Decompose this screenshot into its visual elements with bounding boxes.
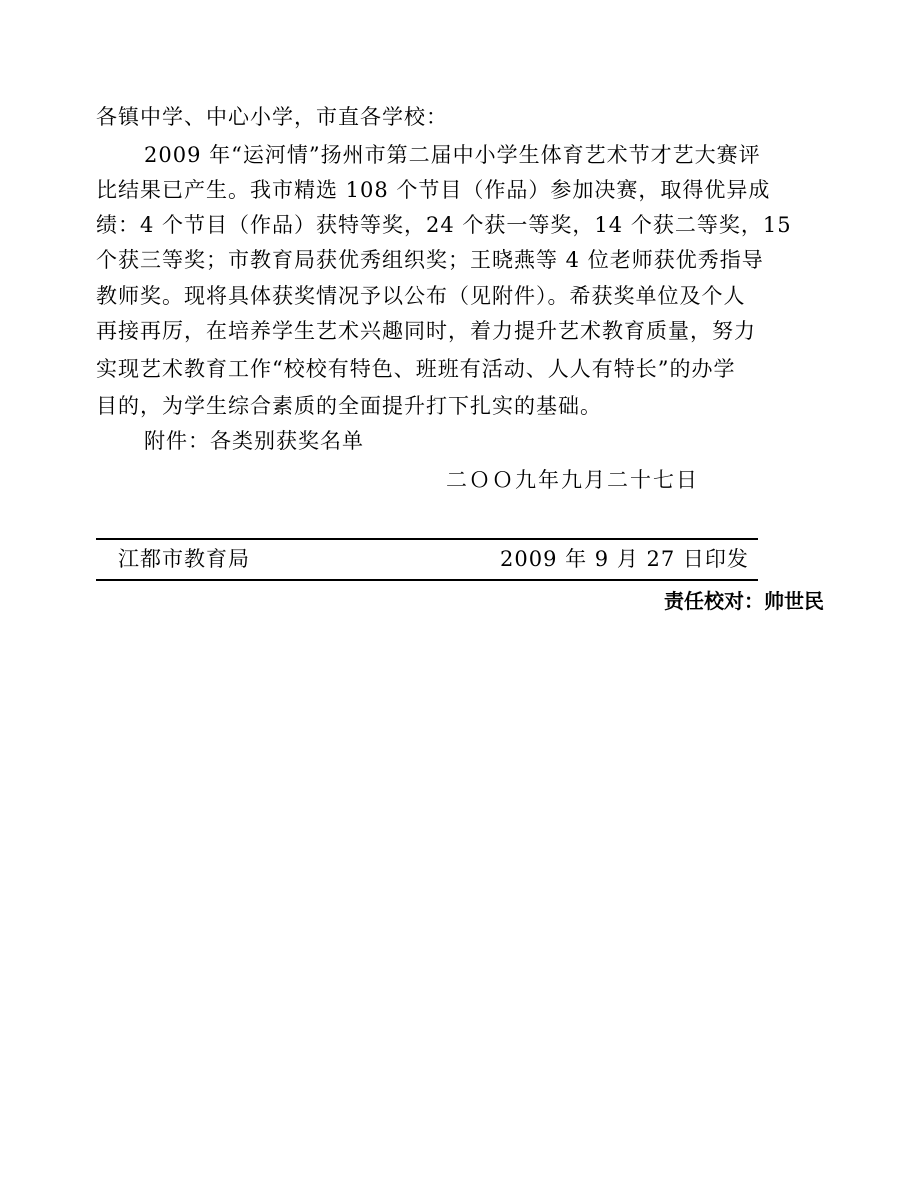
paragraph-line-6: 再接再厉，在培养学生艺术兴趣同时，着力提升艺术教育质量，努力 [96, 319, 756, 343]
issuer-name: 江都市教育局 [118, 547, 250, 571]
issue-date: 2009 年 9 月 27 日印发 [500, 547, 749, 571]
attachment-note: 附件：各类别获奖名单 [144, 429, 364, 453]
paragraph-line-8: 目的，为学生综合素质的全面提升打下扎实的基础。 [96, 394, 602, 418]
paragraph-line-7: 实现艺术教育工作“校校有特色、班班有活动、人人有特长”的办学 [96, 357, 736, 381]
paragraph-line-5: 教师奖。现将具体获奖情况予以公布（见附件）。希获奖单位及个人 [96, 284, 746, 308]
proofreader-credit: 责任校对：帅世民 [664, 589, 824, 613]
paragraph-line-4: 个获三等奖；市教育局获优秀组织奖；王晓燕等 4 位老师获优秀指导 [96, 248, 764, 272]
document-date: 二ＯＯ九年九月二十七日 [446, 468, 699, 492]
paragraph-line-3: 绩：4 个节目（作品）获特等奖，24 个获一等奖，14 个获二等奖，15 [96, 213, 792, 237]
footer-top-rule [96, 538, 758, 540]
paragraph-line-1: 2009 年“运河情”扬州市第二届中小学生体育艺术节才艺大赛评 [144, 143, 761, 167]
footer-bottom-rule [96, 579, 758, 581]
paragraph-line-2: 比结果已产生。我市精选 108 个节目（作品）参加决赛，取得优异成 [96, 178, 771, 202]
salutation: 各镇中学、中心小学，市直各学校： [96, 105, 448, 129]
